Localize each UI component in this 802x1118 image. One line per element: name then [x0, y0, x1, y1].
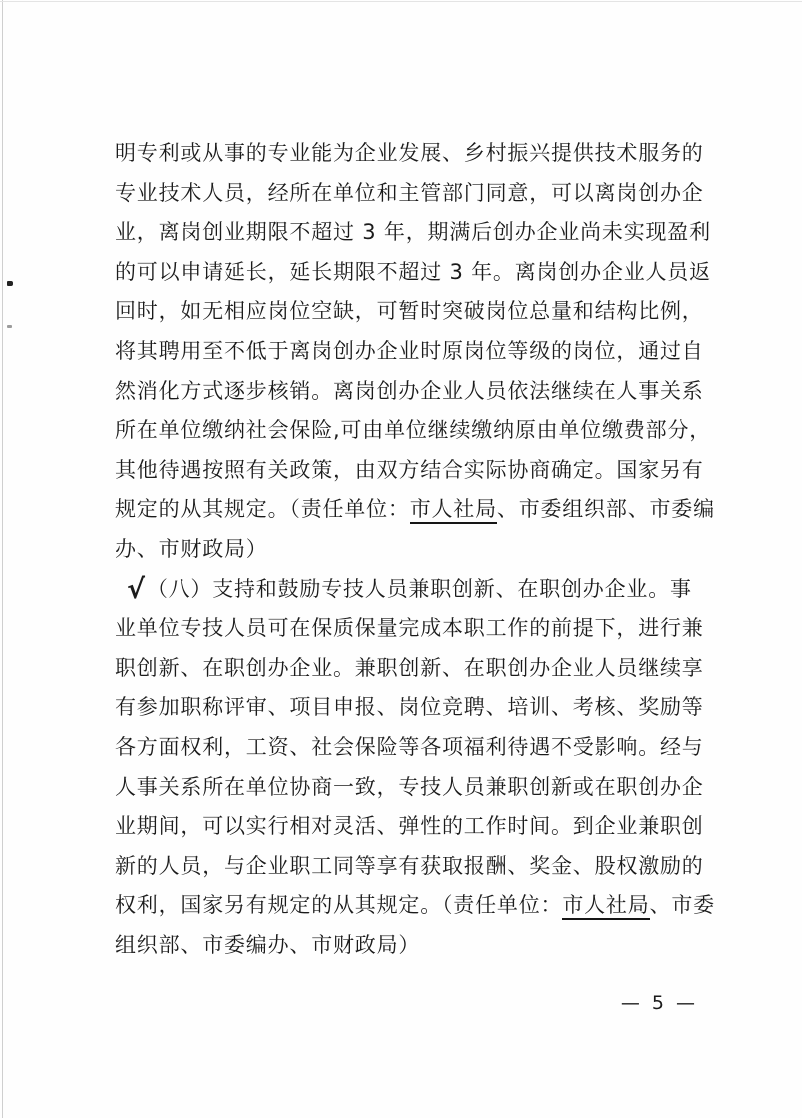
text-line-with-underline: [115, 886, 715, 926]
text-line: 专业技术人员，经所在单位和主管部门同意，可以离岗创办企: [115, 180, 704, 205]
scan-edge-line-top: [0, 1, 802, 2]
text-line: 办、市财政局）: [115, 536, 268, 561]
paragraph-2: [115, 570, 715, 966]
scan-edge-line-left: [2, 0, 3, 1118]
text-line: 新的人员，与企业职工同等享有获取报酬、奖金、股权激励的: [115, 853, 704, 878]
page-number: — 5 —: [620, 992, 698, 1014]
text-line: 业期间，可以实行相对灵活、弹性的工作时间。到企业兼职创: [115, 814, 704, 839]
text-line: 各方面权利，工资、社会保险等各项福利待遇不受影响。经与: [115, 734, 704, 759]
text-line: 所在单位缴纳社会保险,可由单位继续缴纳原由单位缴费部分，: [115, 418, 712, 443]
text-line-with-underline: [115, 490, 715, 530]
text-line: 人事关系所在单位协商一致，专技人员兼职创新或在职创办企: [115, 774, 704, 799]
text-segment: 、市委组织部、市委编: [496, 497, 715, 522]
text-line: 的可以申请延长，延长期限不超过 3 年。离岗创办企业人员返: [115, 259, 711, 284]
text-line: 其他待遇按照有关政策，由双方结合实际协商确定。国家另有: [115, 457, 704, 482]
text-segment: （八）支持和鼓励专技人员兼职创新、在职创办企业。事: [146, 576, 692, 601]
text-segment: 、市委: [649, 893, 715, 918]
text-line: 将其聘用至不低于离岗创办企业时原岗位等级的岗位，通过自: [115, 338, 704, 363]
underlined-text: 市人社局: [410, 497, 497, 524]
document-body: [115, 134, 715, 965]
text-line: 有参加职称评审、项目申报、岗位竞聘、培训、考核、奖励等: [115, 695, 704, 720]
text-line: 业，离岗创业期限不超过 3 年，期满后创办企业尚未实现盈利: [115, 220, 711, 245]
scan-speck: [7, 325, 12, 328]
text-line: 组织部、市委编办、市财政局）: [115, 932, 421, 957]
paragraph-1: [115, 134, 715, 570]
text-line: 明专利或从事的专业能为企业发展、乡村振兴提供技术服务的: [115, 141, 704, 165]
text-line: 职创新、在职创办企业。兼职创新、在职创办企业人员继续享: [115, 655, 704, 680]
handwritten-checkmark: √: [127, 573, 146, 605]
underlined-text: 市人社局: [562, 893, 649, 920]
text-segment: 权利，国家另有规定的从其规定。（责任单位：: [115, 893, 563, 918]
text-line-first: [115, 570, 707, 610]
text-line: 回时，如无相应岗位空缺，可暂时突破岗位总量和结构比例，: [115, 299, 704, 324]
text-segment: 规定的从其规定。（责任单位：: [115, 497, 410, 522]
text-line: 然消化方式逐步核销。离岗创办企业人员依法继续在人事关系: [115, 378, 704, 403]
text-line: 业单位专技人员可在保质保量完成本职工作的前提下，进行兼: [115, 616, 704, 641]
scan-speck: [7, 281, 13, 286]
